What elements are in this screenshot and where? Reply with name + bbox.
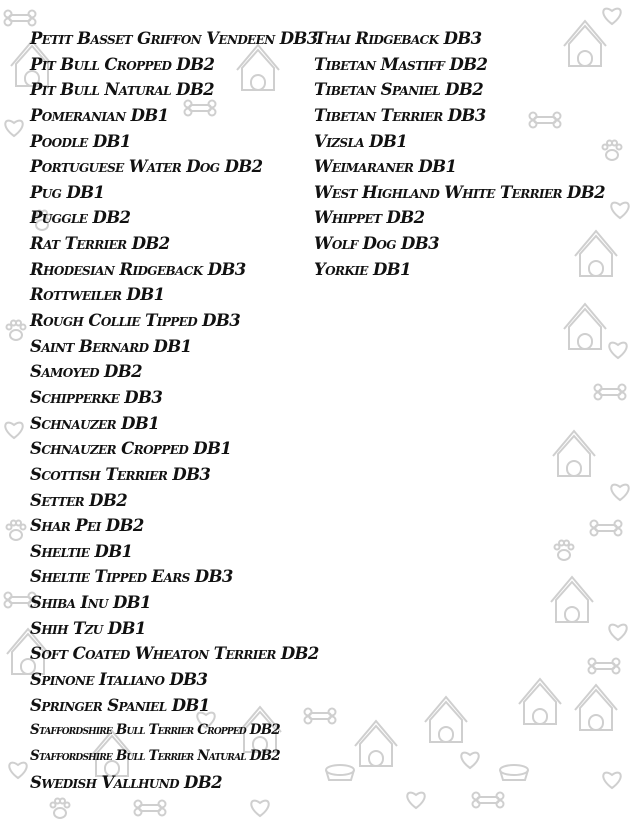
breed-entry: Pit Bull Natural DB2 (30, 80, 215, 100)
breed-entry: Soft Coated Wheaton Terrier DB2 (30, 644, 319, 664)
breed-list-right (314, 26, 614, 282)
breed-entry: Vizsla DB1 (314, 131, 408, 151)
breed-entry: Rat Terrier DB2 (30, 234, 170, 254)
breed-entry: Whippet DB2 (314, 208, 425, 228)
breed-entry: Weimaraner DB1 (314, 157, 457, 177)
breed-entry: Puggle DB2 (30, 208, 131, 228)
breed-entry: West Highland White Terrier DB2 (314, 182, 605, 202)
breed-entry: Schnauzer Cropped DB1 (30, 439, 232, 459)
breed-entry: Yorkie DB1 (314, 259, 411, 279)
breed-entry: Scottish Terrier DB3 (30, 464, 211, 484)
breed-entry: Pug DB1 (30, 182, 105, 202)
breed-entry: Sheltie DB1 (30, 541, 133, 561)
breed-entry: Saint Bernard DB1 (30, 336, 192, 356)
breed-entry: Tibetan Terrier DB3 (314, 105, 486, 125)
breed-entry: Swedish Vallhund DB2 (30, 772, 222, 792)
breed-entry: Setter DB2 (30, 490, 128, 510)
breed-entry: Staffordshire Bull Terrier Cropped DB2 (30, 722, 280, 739)
breed-entry: Samoyed DB2 (30, 362, 142, 382)
breed-entry: Petit Basset Griffon Vendeen DB3 (30, 29, 318, 48)
breed-entry: Tibetan Spaniel DB2 (314, 80, 484, 100)
breed-entry: Spinone Italiano DB3 (30, 670, 208, 690)
breed-entry: Springer Spaniel DB1 (30, 695, 210, 715)
breed-entry: Rough Collie Tipped DB3 (30, 311, 241, 331)
breed-entry: Rottweiler DB1 (30, 285, 165, 305)
breed-entry: Portuguese Water Dog DB2 (30, 157, 263, 177)
breed-entry: Staffordshire Bull Terrier Natural DB2 (30, 747, 280, 764)
breed-entry: Shar Pei DB2 (30, 516, 144, 536)
breed-entry: Pit Bull Cropped DB2 (30, 54, 215, 74)
breed-entry: Wolf Dog DB3 (314, 234, 439, 254)
breed-entry: Poodle DB1 (30, 131, 131, 151)
breed-entry: Tibetan Mastiff DB2 (314, 54, 488, 74)
breed-entry: Pomeranian DB1 (30, 105, 169, 125)
breed-entry: Schnauzer DB1 (30, 413, 160, 433)
breed-entry: Shih Tzu DB1 (30, 618, 146, 638)
breed-list-left (30, 26, 320, 795)
breed-entry: Rhodesian Ridgeback DB3 (30, 259, 246, 279)
breed-entry: Shiba Inu DB1 (30, 593, 151, 613)
breed-entry: Schipperke DB3 (30, 387, 163, 407)
breed-entry: Sheltie Tipped Ears DB3 (30, 567, 233, 587)
breed-entry: Thai Ridgeback DB3 (314, 29, 482, 48)
